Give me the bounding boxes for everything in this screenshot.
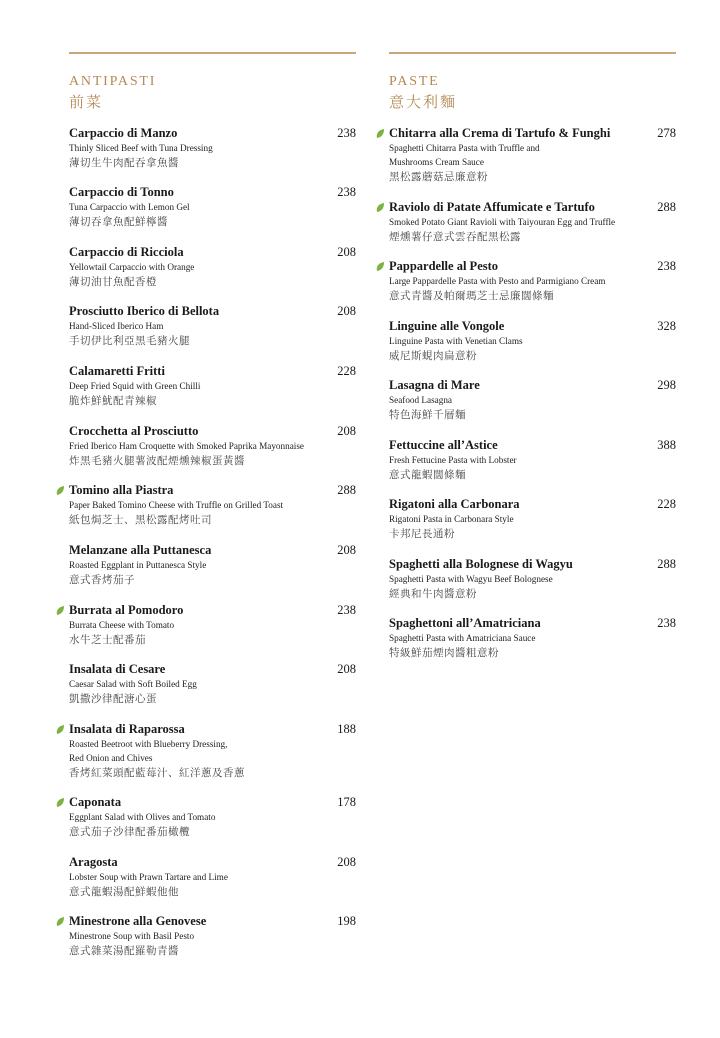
menu-item-name: Lasagna di Mare bbox=[389, 378, 480, 392]
menu-item bbox=[389, 438, 676, 483]
vegetarian-leaf-icon bbox=[376, 261, 385, 272]
menu-item-header bbox=[69, 914, 356, 929]
menu-item-header bbox=[69, 483, 356, 498]
menu-item-header bbox=[69, 126, 356, 141]
vegetarian-leaf-icon bbox=[56, 605, 65, 616]
menu-item-header bbox=[389, 497, 676, 512]
menu-item bbox=[69, 185, 356, 230]
menu-item-chinese-name: 意式雜菜湯配羅勒青醬 bbox=[69, 945, 179, 957]
menu-item-chinese-name: 薄切油甘魚配香橙 bbox=[69, 276, 157, 288]
menu-item-price: 298 bbox=[657, 378, 676, 392]
vegetarian-leaf-icon bbox=[376, 202, 385, 213]
menu-item-price: 208 bbox=[337, 245, 356, 259]
menu-item-price: 208 bbox=[337, 855, 356, 869]
section-title-antipasti-zh: 前菜 bbox=[69, 93, 104, 111]
menu-item-chinese-name: 意式龍蝦闊條麵 bbox=[389, 469, 466, 481]
menu-item-description: Large Pappardelle Pasta with Pesto and Parmigiano Cream bbox=[389, 276, 606, 286]
menu-item-price: 288 bbox=[657, 557, 676, 571]
menu-item-header bbox=[69, 185, 356, 200]
menu-item-header bbox=[389, 557, 676, 572]
menu-item bbox=[389, 557, 676, 602]
menu-item-description: Seafood Lasagna bbox=[389, 395, 453, 405]
menu-item-price: 238 bbox=[337, 126, 356, 140]
menu-item-description: Lobster Soup with Prawn Tartare and Lime bbox=[69, 872, 228, 882]
menu-item-name: Aragosta bbox=[69, 855, 118, 869]
antipasti-list bbox=[69, 126, 356, 959]
menu-item-description: Paper Baked Tomino Cheese with Truffle on Grilled Toast bbox=[69, 500, 284, 510]
menu-item bbox=[69, 722, 356, 781]
section-title-paste: PASTE bbox=[389, 74, 440, 89]
menu-item-description: Caesar Salad with Soft Boiled Egg bbox=[69, 679, 197, 689]
menu-item-header bbox=[389, 259, 676, 274]
menu-item bbox=[69, 483, 356, 528]
menu-item-price: 288 bbox=[337, 483, 356, 497]
menu-item bbox=[69, 304, 356, 349]
menu-item-description: Minestrone Soup with Basil Pesto bbox=[69, 931, 195, 941]
menu-item-name: Chitarra alla Crema di Tartufo & Funghi bbox=[389, 126, 611, 140]
menu-item-chinese-name: 手切伊比利亞黑毛豬火腿 bbox=[69, 335, 190, 347]
menu-item-header bbox=[389, 126, 676, 141]
menu-item-description: Fried Iberico Ham Croquette with Smoked Paprika Mayonnaise bbox=[69, 441, 304, 451]
menu-item-price: 208 bbox=[337, 424, 356, 438]
menu-item bbox=[69, 245, 356, 290]
menu-item-name: Raviolo di Patate Affumicate e Tartufo bbox=[389, 200, 595, 214]
menu-item-description: Roasted Eggplant in Puttanesca Style bbox=[69, 560, 207, 570]
vegetarian-leaf-icon bbox=[376, 128, 385, 139]
vegetarian-leaf-icon bbox=[56, 916, 65, 927]
menu-item-header bbox=[69, 245, 356, 260]
menu-item-chinese-name: 意式青醬及帕爾瑪芝士忌廉闊條麵 bbox=[389, 290, 554, 302]
menu-item-name: Fettuccine all’Astice bbox=[389, 438, 498, 452]
menu-item-header bbox=[69, 424, 356, 439]
menu-item-header bbox=[69, 603, 356, 618]
menu-item-name: Crocchetta al Prosciutto bbox=[69, 424, 199, 438]
menu-item-description: Linguine Pasta with Venetian Clams bbox=[389, 336, 523, 346]
right-top-rule bbox=[389, 52, 676, 54]
menu-item-header bbox=[69, 795, 356, 810]
menu-item-header bbox=[389, 200, 676, 215]
section-title-antipasti: ANTIPASTI bbox=[69, 74, 157, 89]
menu-item-chinese-name: 薄切生牛肉配吞拿魚醬 bbox=[69, 157, 179, 169]
menu-item-price: 388 bbox=[657, 438, 676, 452]
menu-item-chinese-name: 卡邦尼長通粉 bbox=[389, 528, 455, 540]
vegetarian-leaf-icon bbox=[56, 797, 65, 808]
menu-item-description: Deep Fried Squid with Green Chilli bbox=[69, 381, 201, 391]
menu-item-name: Pappardelle al Pesto bbox=[389, 259, 499, 273]
menu-item-header bbox=[69, 364, 356, 379]
menu-item-name: Melanzane alla Puttanesca bbox=[69, 543, 212, 557]
menu-item bbox=[389, 259, 676, 304]
menu-item-name: Spaghetti alla Bolognese di Wagyu bbox=[389, 557, 573, 571]
menu-item bbox=[69, 424, 356, 469]
menu-item-header bbox=[389, 378, 676, 393]
menu-item-description: Smoked Potato Giant Ravioli with Taiyouran Egg and Truffle bbox=[389, 217, 616, 227]
menu-item-name: Prosciutto Iberico di Bellota bbox=[69, 304, 220, 318]
menu-item bbox=[69, 364, 356, 409]
menu-item-chinese-name: 意式茄子沙律配番茄橄欖 bbox=[69, 826, 190, 838]
menu-item-price: 238 bbox=[337, 185, 356, 199]
menu-item-chinese-name: 威尼斯蜆肉扁意粉 bbox=[389, 350, 477, 362]
menu-item-chinese-name: 脆炸鮮魷配青辣椒 bbox=[69, 395, 157, 407]
menu-item-chinese-name: 經典和牛肉醬意粉 bbox=[389, 588, 477, 600]
menu-item-header bbox=[69, 543, 356, 558]
menu-item-chinese-name: 意式香烤茄子 bbox=[69, 574, 135, 586]
menu-item-description: Thinly Sliced Beef with Tuna Dressing bbox=[69, 143, 213, 153]
menu-item-description: Eggplant Salad with Olives and Tomato bbox=[69, 812, 216, 822]
menu-item-chinese-name: 特色海鮮千層麵 bbox=[389, 409, 466, 421]
menu-item-price: 278 bbox=[657, 126, 676, 140]
menu-item bbox=[389, 616, 676, 661]
menu-item bbox=[389, 497, 676, 542]
menu-item-chinese-name: 特級鮮茄煙肉醬粗意粉 bbox=[389, 647, 499, 659]
left-top-rule bbox=[69, 52, 356, 54]
menu-item-name: Linguine alle Vongole bbox=[389, 319, 505, 333]
menu-item-price: 198 bbox=[337, 914, 356, 928]
menu-item-chinese-name: 水牛芝士配番茄 bbox=[69, 634, 146, 646]
vegetarian-leaf-icon bbox=[56, 485, 65, 496]
menu-item-price: 228 bbox=[657, 497, 676, 511]
menu-item-header bbox=[69, 722, 356, 737]
menu-item-description: Rigatoni Pasta in Carbonara Style bbox=[389, 514, 514, 524]
menu-item-name: Insalata di Cesare bbox=[69, 662, 166, 676]
menu-item bbox=[69, 543, 356, 588]
menu-item-chinese-name: 煙燻薯仔意式雲吞配黑松露 bbox=[389, 231, 521, 243]
menu-item bbox=[69, 603, 356, 648]
menu-item-price: 208 bbox=[337, 543, 356, 557]
menu-item-chinese-name: 黑松露蘑菇忌廉意粉 bbox=[389, 171, 488, 183]
menu-item-description: Fresh Fettucine Pasta with Lobster bbox=[389, 455, 517, 465]
menu-item-name: Calamaretti Fritti bbox=[69, 364, 165, 378]
menu-item bbox=[389, 126, 676, 185]
menu-item-price: 208 bbox=[337, 662, 356, 676]
menu-item-description: Hand-Sliced Iberico Ham bbox=[69, 321, 164, 331]
menu-item-price: 228 bbox=[337, 364, 356, 378]
menu-item-price: 238 bbox=[657, 259, 676, 273]
menu-item-price: 238 bbox=[337, 603, 356, 617]
menu-item-name: Caponata bbox=[69, 795, 122, 809]
menu-item-description: Burrata Cheese with Tomato bbox=[69, 620, 175, 630]
menu-item bbox=[69, 855, 356, 900]
menu-item-description: Spaghetti Pasta with Amatriciana Sauce bbox=[389, 633, 536, 643]
menu-item-description: Spaghetti Chitarra Pasta with Truffle and bbox=[389, 143, 540, 153]
menu-item-price: 188 bbox=[337, 722, 356, 736]
menu-item-name: Insalata di Raparossa bbox=[69, 722, 185, 736]
menu-item-chinese-name: 凱撒沙律配溏心蛋 bbox=[69, 693, 157, 705]
paste-column bbox=[389, 74, 676, 661]
menu-item-price: 238 bbox=[657, 616, 676, 630]
menu-item-name: Spaghettoni all’Amatriciana bbox=[389, 616, 541, 630]
menu-item bbox=[69, 126, 356, 171]
vegetarian-leaf-icon bbox=[56, 724, 65, 735]
menu-item-chinese-name: 炸黑毛豬火腿薯波配煙燻辣椒蛋黃醬 bbox=[69, 455, 245, 467]
menu-item-header bbox=[389, 616, 676, 631]
menu-item-price: 328 bbox=[657, 319, 676, 333]
menu-item-header bbox=[69, 855, 356, 870]
menu-item-description: Spaghetti Pasta with Wagyu Beef Bolognese bbox=[389, 574, 553, 584]
menu-item-price: 208 bbox=[337, 304, 356, 318]
section-title-paste-zh: 意大利麵 bbox=[389, 93, 458, 111]
menu-item-header bbox=[389, 438, 676, 453]
menu-item-description: Yellowtail Carpaccio with Orange bbox=[69, 262, 195, 272]
menu-item-header bbox=[69, 304, 356, 319]
menu-item bbox=[69, 662, 356, 707]
paste-list bbox=[389, 126, 676, 661]
menu-item-description: Roasted Beetroot with Blueberry Dressing, bbox=[69, 739, 228, 749]
menu-item-name: Tomino alla Piastra bbox=[69, 483, 174, 497]
menu-item-name: Minestrone alla Genovese bbox=[69, 914, 207, 928]
menu-item-name: Carpaccio di Ricciola bbox=[69, 245, 184, 259]
menu-item-header bbox=[389, 319, 676, 334]
menu-item-price: 178 bbox=[337, 795, 356, 809]
menu-item-chinese-name: 薄切吞拿魚配鮮檸醬 bbox=[69, 216, 168, 228]
menu-item-name: Carpaccio di Tonno bbox=[69, 185, 174, 199]
menu-item-name: Carpaccio di Manzo bbox=[69, 126, 178, 140]
menu-item-chinese-name: 意式龍蝦湯配鮮蝦他他 bbox=[69, 886, 179, 898]
menu-item bbox=[389, 378, 676, 423]
menu-item-description: Tuna Carpaccio with Lemon Gel bbox=[69, 202, 190, 212]
menu-item bbox=[69, 914, 356, 959]
menu-item-chinese-name: 紙包焗芝士、黑松露配烤吐司 bbox=[69, 514, 212, 526]
menu-item-header bbox=[69, 662, 356, 677]
menu-item bbox=[389, 319, 676, 364]
menu-item-description: Mushrooms Cream Sauce bbox=[389, 157, 484, 167]
antipasti-column bbox=[69, 74, 356, 959]
menu-item-chinese-name: 香烤紅菜頭配藍莓汁、紅洋蔥及香蔥 bbox=[69, 767, 245, 779]
menu-item bbox=[389, 200, 676, 245]
menu-item-price: 288 bbox=[657, 200, 676, 214]
menu-item bbox=[69, 795, 356, 840]
menu-item-name: Burrata al Pomodoro bbox=[69, 603, 184, 617]
menu-item-description: Red Onion and Chives bbox=[69, 753, 153, 763]
menu-item-name: Rigatoni alla Carbonara bbox=[389, 497, 520, 511]
